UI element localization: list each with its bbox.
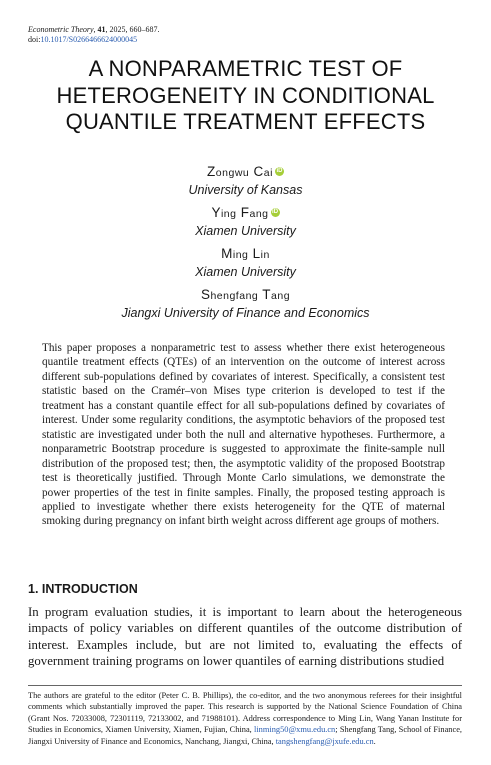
author-block	[0, 286, 491, 327]
orcid-icon[interactable]: iD	[272, 209, 279, 215]
author-name: Shengfang Tang	[200, 287, 291, 302]
email-link[interactable]: linming50@xmu.edu.cn	[254, 725, 336, 735]
author-affiliation: Xiamen University	[195, 265, 296, 279]
author-name: Ying Fang iD	[211, 205, 279, 220]
author-block	[0, 163, 491, 204]
email-link[interactable]: tangshengfang@jxufe.edu.cn	[275, 736, 374, 746]
intro-paragraph: In program evaluation studies, it is important to learn about the heterogeneous impacts of policy variables on different quantiles of the outcome distribution of interest. Examples include, but are not limited to, evaluating the effects of government training programs on lower quantiles of earning distributions studied	[28, 605, 462, 669]
author-name: Ming Lin	[221, 246, 270, 261]
author-name: Zongwu Cai iD	[207, 164, 283, 179]
footnote-divider	[28, 685, 462, 686]
author-affiliation: University of Kansas	[188, 183, 303, 197]
abstract: This paper proposes a nonparametric test to assess whether there exist heterogeneous quantile treatment effects (QTEs) of an intervention on the outcome of interest across different sub-populations defined by covariates of interest. Specifically, a consistent test statistic based on the Cramér–von Mises type criterion is developed to test if the treatment has a constant quantile effect for all sub-populations defined by covariates of interest. Under some regularity conditions, the asymptotic behaviors of the proposed test statistic are investigated under both the null and alternative hypotheses. Furthermore, a nonparametric Bootstrap procedure is suggested to approximate the finite-sample null distribution of the proposed test; then, the asymptotic validity of the proposed Bootstrap test is theoretically justified. Through Monte Carlo simulations, we demonstrate the power properties of the test in finite samples. Finally, the proposed testing approach is applied to investigate whether there exists heterogeneity for the QTE of maternal smoking during pregnancy on infant birth weight across different age groups of mothers.	[42, 342, 445, 528]
orcid-icon[interactable]: iD	[276, 168, 283, 174]
footnote: The authors are grateful to the editor (Peter C. B. Phillips), the co-editor, and the two anonymous referees for their insightful comments which substantially improved the paper. This research is supported by the National Science Foundation of China (Grant Nos. 72033008, 72301119, 72133002, and 71988101). Address correspondence to Ming Lin, Wang Yanan Institute for Studies in Economics, Xiamen University, Xiamen, Fujian, China, linming50@xmu.edu.cn; Shengfang Tang, School of Finance, Jiangxi University of Finance and Economics, Nanchang, Jiangxi, China, tangshengfang@jxufe.edu.cn.	[28, 691, 463, 746]
author-affiliation: Xiamen University	[195, 224, 296, 238]
paper-title	[0, 56, 491, 136]
journal-citation: Econometric Theory, 41, 2025, 660–687. doi:10.1017/S0266466624000045	[28, 25, 160, 44]
journal-year-pages: , 2025, 660–687.	[105, 25, 160, 34]
section-heading: 1. INTRODUCTION	[28, 582, 138, 596]
author-list	[0, 163, 491, 327]
doi-label: doi:	[28, 35, 41, 44]
doi-link[interactable]: 10.1017/S0266466624000045	[40, 35, 138, 44]
title-line: HETEROGENEITY IN CONDITIONAL	[56, 82, 435, 108]
author-block	[0, 204, 491, 245]
journal-volume: 41	[97, 25, 106, 34]
author-affiliation: Jiangxi University of Finance and Economics	[121, 306, 370, 320]
title-line: A NONPARAMETRIC TEST OF	[88, 56, 403, 81]
author-block	[0, 245, 491, 286]
title-line: QUANTILE TREATMENT EFFECTS	[65, 109, 426, 134]
journal-name: Econometric Theory	[28, 25, 94, 34]
